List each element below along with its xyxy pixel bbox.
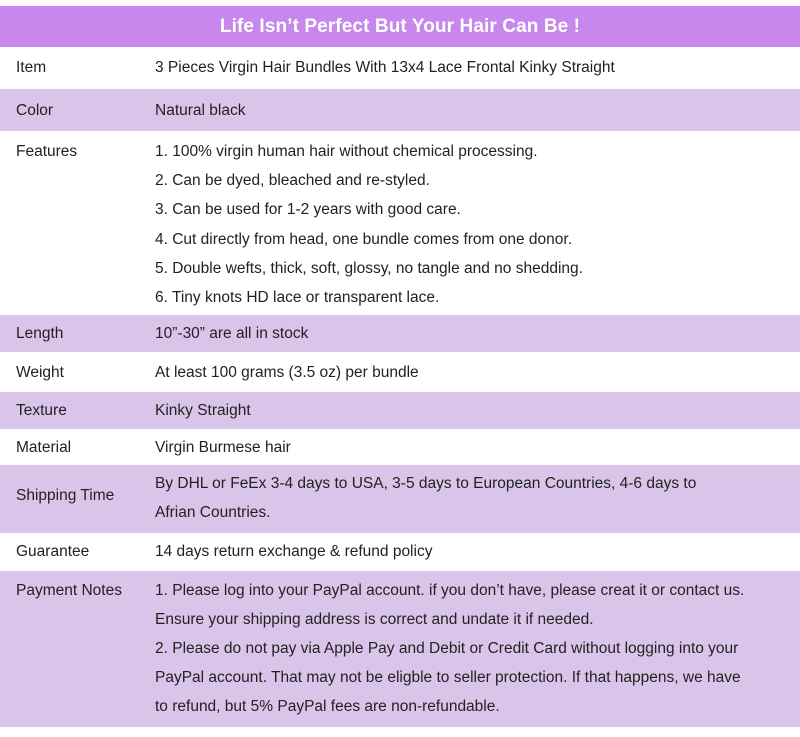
spec-value-line: PayPal account. That may not be eligble to seller protection. If that happens, we have <box>155 669 741 686</box>
spec-label: Color <box>16 102 54 119</box>
spec-value-line: Natural black <box>155 102 246 119</box>
spec-value-line: Kinky Straight <box>155 402 251 419</box>
spec-value-line: 14 days return exchange & refund policy <box>155 543 433 560</box>
spec-value-line: 2. Please do not pay via Apple Pay and Debit or Credit Card without logging into your <box>155 640 739 657</box>
spec-row <box>0 392 800 429</box>
banner-title: Life Isn’t Perfect But Your Hair Can Be ! <box>0 6 800 47</box>
spec-label: Features <box>16 143 78 160</box>
spec-row <box>0 132 800 314</box>
spec-value-line: 5. Double wefts, thick, soft, glossy, no tangle and no shedding. <box>155 260 583 277</box>
spec-row <box>0 430 800 464</box>
spec-value-line: Ensure your shipping address is correct and undate it if needed. <box>155 611 594 628</box>
spec-label: Item <box>16 59 47 76</box>
spec-row <box>0 571 800 727</box>
spec-label: Shipping Time <box>16 487 115 504</box>
spec-label: Length <box>16 325 64 342</box>
spec-value-line: By DHL or FeEx 3-4 days to USA, 3-5 days to European Countries, 4-6 days to <box>155 475 697 492</box>
spec-value-line: 3. Can be used for 1-2 years with good care. <box>155 201 461 218</box>
spec-value-line: At least 100 grams (3.5 oz) per bundle <box>155 364 419 381</box>
spec-value-line: 1. 100% virgin human hair without chemical processing. <box>155 143 538 160</box>
spec-value-line: 1. Please log into your PayPal account. if you don’t have, please creat it or contact us. <box>155 582 745 599</box>
spec-label: Payment Notes <box>16 582 122 599</box>
spec-label: Guarantee <box>16 543 90 560</box>
spec-row <box>0 353 800 391</box>
spec-value-line: 10”-30” are all in stock <box>155 325 309 342</box>
spec-row <box>0 465 800 533</box>
spec-value-line: to refund, but 5% PayPal fees are non-refundable. <box>155 698 500 715</box>
spec-label: Material <box>16 439 72 456</box>
spec-value-line: 6. Tiny knots HD lace or transparent lace. <box>155 289 440 306</box>
spec-row <box>0 315 800 352</box>
spec-label: Weight <box>16 364 64 381</box>
spec-value-line: 3 Pieces Virgin Hair Bundles With 13x4 Lace Frontal Kinky Straight <box>155 59 615 76</box>
spec-value-line: Afrian Countries. <box>155 504 271 521</box>
spec-row <box>0 48 800 88</box>
spec-row <box>0 534 800 570</box>
spec-value-line: Virgin Burmese hair <box>155 439 291 456</box>
spec-label: Texture <box>16 402 67 419</box>
spec-value-line: 2. Can be dyed, bleached and re-styled. <box>155 172 430 189</box>
spec-value-line: 4. Cut directly from head, one bundle comes from one donor. <box>155 231 573 248</box>
spec-row <box>0 89 800 131</box>
